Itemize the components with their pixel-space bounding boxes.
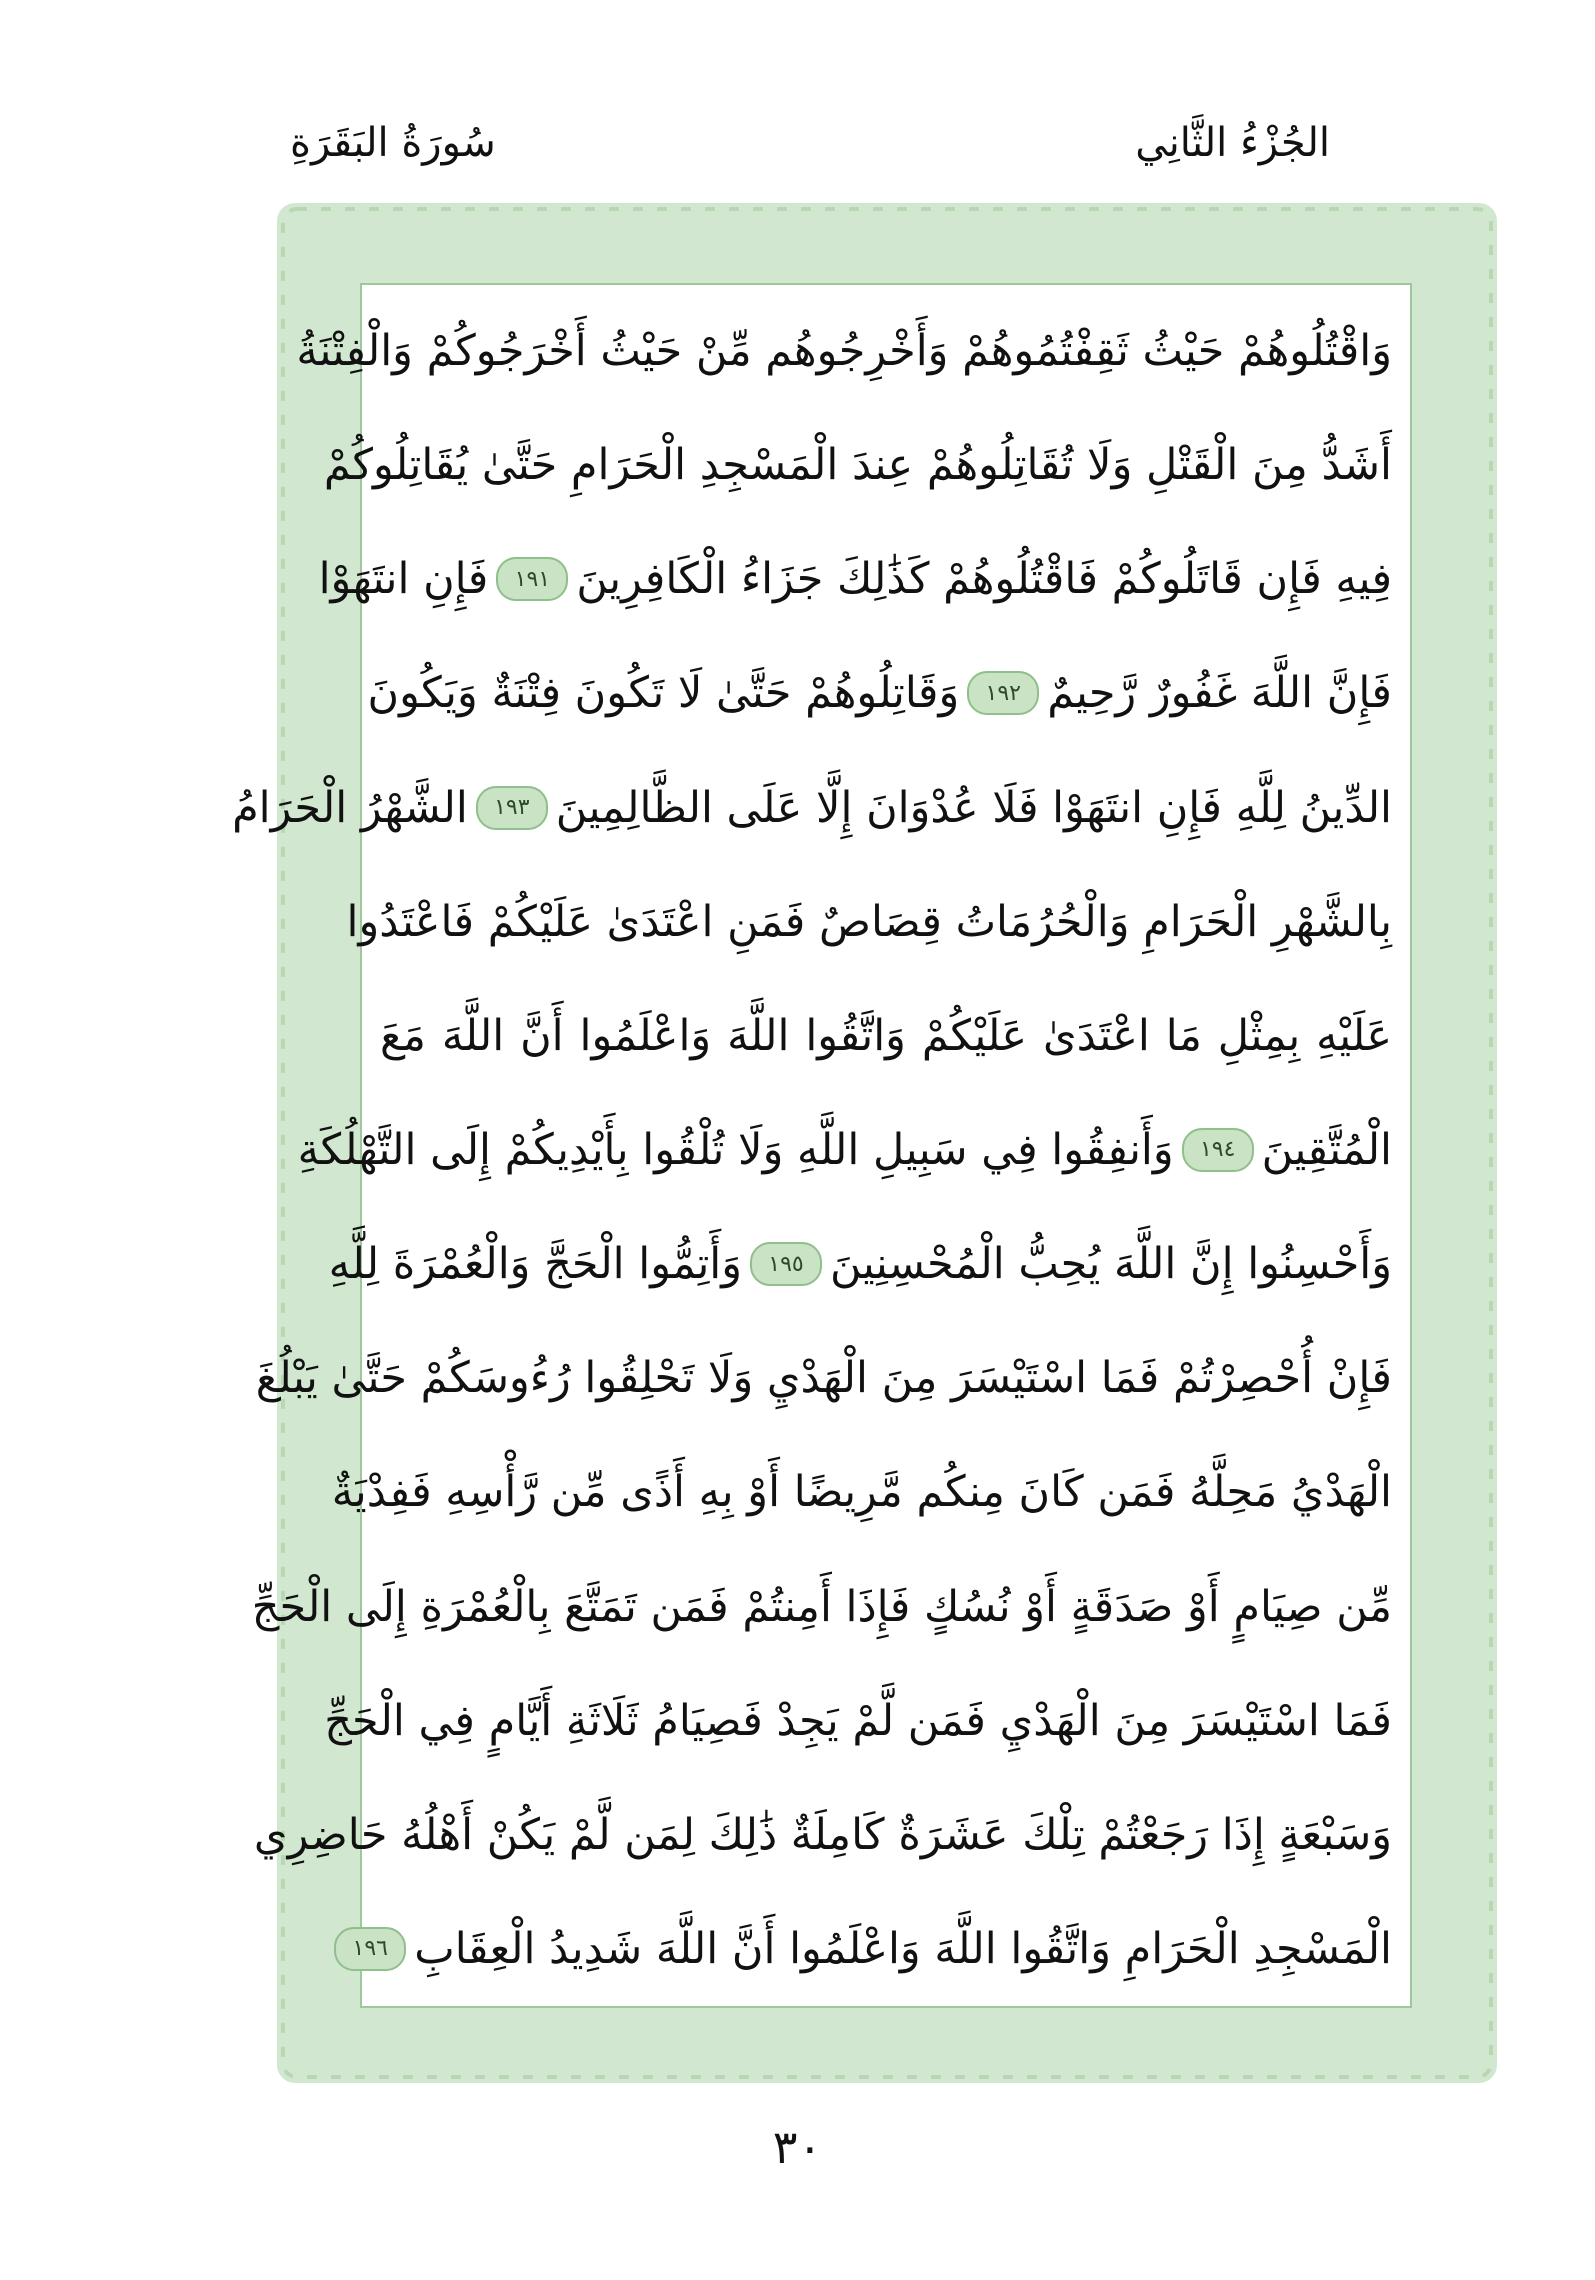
ayah-number-marker: ١٩٥: [750, 1242, 822, 1286]
verse-line: [380, 990, 1392, 1082]
verse-line: [296, 305, 1392, 397]
page-header: [290, 108, 1330, 178]
verse-text: فَإِنَّ اللَّهَ غَفُورٌ رَّحِيمٌ: [1047, 668, 1392, 719]
verse-text: الْمُتَّقِينَ: [1261, 1124, 1392, 1175]
verse-line: [346, 876, 1392, 968]
verse-lines: [232, 305, 1392, 1995]
verse-line: [367, 647, 1392, 739]
verse-text: وَسَبْعَةٍ إِذَا رَجَعْتُمْ تِلْكَ عَشَرَةٌ كَامِلَةٌ ذَٰلِكَ لِمَن لَّمْ يَكُنْ أَهْلُهُ حَاضِرِي: [253, 1809, 1392, 1860]
verse-text: الْمَسْجِدِ الْحَرَامِ وَاتَّقُوا اللَّهَ وَاعْلَمُوا أَنَّ اللَّهَ شَدِيدُ الْعِقَابِ: [414, 1923, 1392, 1974]
verse-line: [323, 419, 1392, 511]
verse-text: وَأَتِمُّوا الْحَجَّ وَالْعُمْرَةَ لِلَّهِ: [328, 1239, 743, 1290]
ayah-number-marker: ١٩٦: [334, 1927, 406, 1971]
verse-text: مِّن صِيَامٍ أَوْ صَدَقَةٍ أَوْ نُسُكٍ فَإِذَا أَمِنتُمْ فَمَن تَمَتَّعَ بِالْعُمْرَةِ إِلَى الْحَجِّ: [251, 1581, 1392, 1632]
verse-line: [251, 1561, 1392, 1653]
verse-text: فَمَا اسْتَيْسَرَ مِنَ الْهَدْيِ فَمَن لَّمْ يَجِدْ فَصِيَامُ ثَلَاثَةِ أَيَّامٍ فِي الْحَجِّ: [324, 1695, 1392, 1746]
ayah-number-marker: ١٩٣: [476, 786, 548, 830]
verse-text: وَأَنفِقُوا فِي سَبِيلِ اللَّهِ وَلَا تُلْقُوا بِأَيْدِيكُمْ إِلَى التَّهْلُكَةِ: [297, 1124, 1174, 1175]
surah-title: سُورَةُ البَقَرَةِ: [290, 120, 496, 166]
verse-line: [324, 1675, 1392, 1767]
verse-line: [232, 762, 1392, 854]
verse-line: [253, 1789, 1392, 1881]
verse-text: أَشَدُّ مِنَ الْقَتْلِ وَلَا تُقَاتِلُوهُمْ عِندَ الْمَسْجِدِ الْحَرَامِ حَتَّىٰ يُقَاتِلُوكُمْ: [323, 440, 1392, 491]
juz-title: الجُزْءُ الثَّانِي: [1135, 120, 1330, 166]
verse-text: فَإِنِ انتَهَوْا: [318, 554, 489, 605]
verse-line: [352, 1903, 1392, 1995]
verse-text: الدِّينُ لِلَّهِ فَإِنِ انتَهَوْا فَلَا عُدْوَانَ إِلَّا عَلَى الظَّالِمِينَ: [555, 782, 1392, 833]
ayah-number-marker: ١٩٤: [1182, 1128, 1254, 1172]
verse-line: [297, 1104, 1392, 1196]
verse-text: بِالشَّهْرِ الْحَرَامِ وَالْحُرُمَاتُ قِصَاصٌ فَمَنِ اعْتَدَىٰ عَلَيْكُمْ فَاعْتَدُوا: [346, 896, 1392, 947]
verse-text: وَقَاتِلُوهُمْ حَتَّىٰ لَا تَكُونَ فِتْنَةٌ وَيَكُونَ: [367, 668, 960, 719]
verse-line: [318, 533, 1392, 625]
verse-text: فِيهِ فَإِن قَاتَلُوكُمْ فَاقْتُلُوهُمْ كَذَٰلِكَ جَزَاءُ الْكَافِرِينَ: [576, 554, 1392, 605]
verse-text: الشَّهْرُ الْحَرَامُ: [232, 782, 468, 833]
verse-line: [328, 1218, 1392, 1310]
verse-text: وَاقْتُلُوهُمْ حَيْثُ ثَقِفْتُمُوهُمْ وَأَخْرِجُوهُم مِّنْ حَيْثُ أَخْرَجُوكُمْ وَالْفِتْنَةُ: [296, 326, 1392, 376]
verse-text: وَأَحْسِنُوا إِنَّ اللَّهَ يُحِبُّ الْمُحْسِنِينَ: [830, 1239, 1392, 1290]
verse-text: الْهَدْيُ مَحِلَّهُ فَمَن كَانَ مِنكُم مَّرِيضًا أَوْ بِهِ أَذًى مِّن رَّأْسِهِ فَفِدْيَةٌ: [331, 1467, 1392, 1518]
verse-text: عَلَيْهِ بِمِثْلِ مَا اعْتَدَىٰ عَلَيْكُمْ وَاتَّقُوا اللَّهَ وَاعْلَمُوا أَنَّ اللَّهَ مَعَ: [380, 1010, 1392, 1061]
verse-line: [331, 1446, 1392, 1538]
ayah-number-marker: ١٩١: [496, 557, 568, 601]
verse-text: فَإِنْ أُحْصِرْتُمْ فَمَا اسْتَيْسَرَ مِنَ الْهَدْيِ وَلَا تَحْلِقُوا رُءُوسَكُمْ حَتَّىٰ يَبْلُغَ: [255, 1353, 1392, 1404]
ayah-number-marker: ١٩٢: [967, 671, 1039, 715]
verse-line: [255, 1332, 1392, 1424]
page-number: ٣٠: [772, 2120, 823, 2174]
